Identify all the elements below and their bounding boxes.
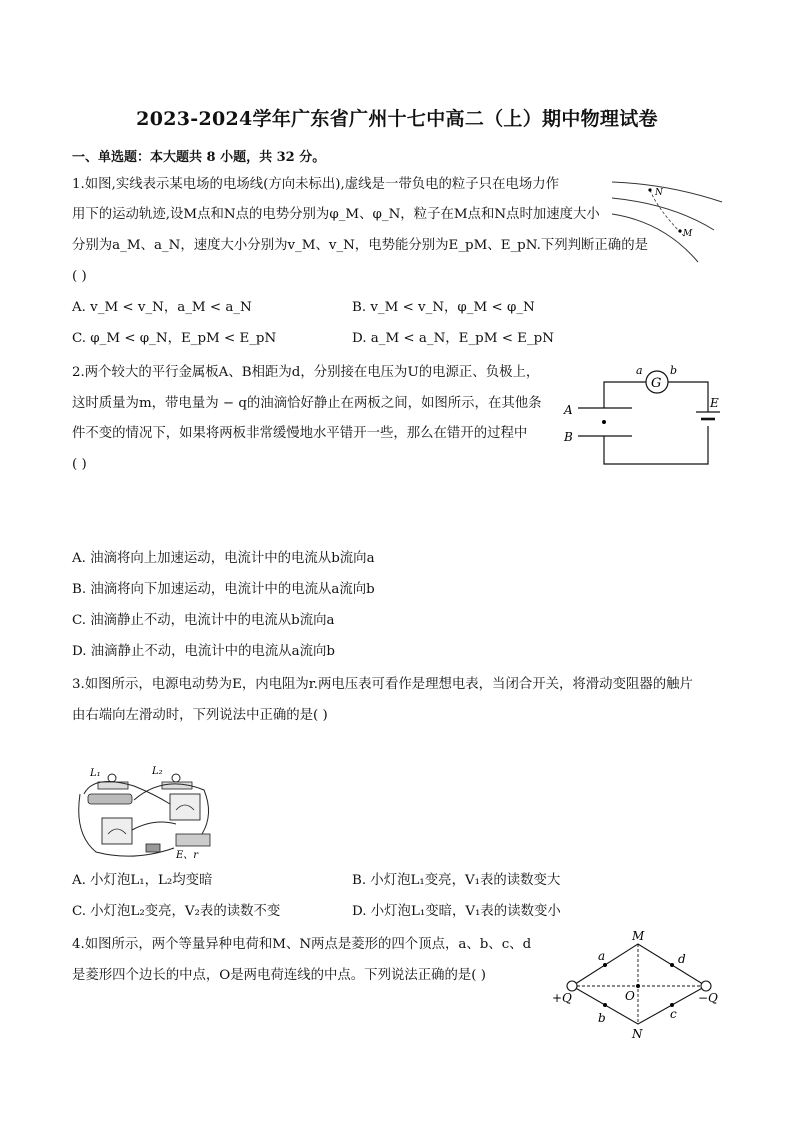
q2-line-4: ( ) <box>72 457 87 472</box>
q3-line-1: 3.如图所示，电源电动势为E，内电阻为r.两电压表可看作是理想电表，当闭合开关，将滑动变阻器的触片 <box>72 677 693 692</box>
field-line-1 <box>612 182 722 202</box>
q2-option-a[interactable]: A. 油滴将向上加速运动，电流计中的电流从b流向a <box>72 551 375 566</box>
q2-option-c[interactable]: C. 油滴静止不动，电流计中的电流从b流向a <box>72 613 335 628</box>
q1-option-a[interactable]: A. v_M < v_N，a_M < a_N <box>72 300 252 315</box>
label-er: E、r <box>176 850 199 861</box>
bulb-l1-icon <box>108 774 116 782</box>
q1-line-2: 用下的运动轨迹,设M点和N点的电势分别为φ_M、φ_N，粒子在M点和N点时加速度大小 <box>72 207 600 222</box>
label-l1: L₁ <box>90 768 101 779</box>
label-l2: L₂ <box>152 766 163 777</box>
q1-line-3: 分别为a_M、a_N，速度大小分别为v_M、v_N，电势能分别为E_pM、E_pN.下列判断正确的是 <box>72 238 648 253</box>
label-d: d <box>678 952 686 966</box>
positive-charge-icon <box>567 981 577 991</box>
negative-charge-icon <box>701 981 711 991</box>
section-heading: 一、单选题：本大题共 8 小题，共 32 分。 <box>72 150 326 165</box>
label-e: E <box>710 396 719 410</box>
label-b: b <box>598 1011 606 1025</box>
q4-line-1: 4.如图所示，两个等量异种电荷和M、N两点是菱形的四个顶点，a、b、c、d <box>72 937 532 952</box>
label-m: M <box>632 929 645 943</box>
q3-option-b[interactable]: B. 小灯泡L₁变亮，V₁表的读数变大 <box>352 873 561 888</box>
q4-rhombus-figure <box>548 930 728 1040</box>
label-o: O <box>625 989 635 1003</box>
point-b <box>603 1003 607 1007</box>
bulb-l2-icon <box>172 774 180 782</box>
q1-line-1: 1.如图,实线表示某电场的电场线(方向未标出),虚线是一带负电的粒子只在电场力作 <box>72 177 560 192</box>
q1-field-figure <box>608 176 728 266</box>
label-g: G <box>651 376 662 391</box>
point-a <box>603 963 607 967</box>
q1-option-c[interactable]: C. φ_M < φ_N，E_pM < E_pN <box>72 331 277 346</box>
label-c: c <box>670 1007 677 1021</box>
point-d <box>670 963 674 967</box>
q4-line-2: 是菱形四个边长的中点，O是两电荷连线的中点。下列说法正确的是( ) <box>72 968 487 983</box>
q2-line-3: 件不变的情况下，如果将两板非常缓慢地水平错开一些，那么在错开的过程中 <box>72 426 528 441</box>
label-b: b <box>670 364 678 377</box>
label-m: M <box>683 229 693 239</box>
q3-option-c[interactable]: C. 小灯泡L₂变亮，V₂表的读数不变 <box>72 904 281 919</box>
q1-option-b[interactable]: B. v_M < v_N，φ_M < φ_N <box>352 300 535 315</box>
label-plate-b: B <box>564 430 573 444</box>
rheostat-icon <box>88 794 132 804</box>
voltmeter-v1-icon <box>102 818 132 844</box>
label-plus-q: +Q <box>552 991 572 1005</box>
q3-circuit-photo-figure <box>74 764 224 862</box>
q3-option-a[interactable]: A. 小灯泡L₁，L₂均变暗 <box>72 873 213 888</box>
switch-icon <box>146 844 160 852</box>
label-plate-a: A <box>564 403 573 417</box>
point-n <box>648 188 651 191</box>
point-m <box>678 229 681 232</box>
field-line-2 <box>612 198 714 230</box>
label-n: N <box>632 1027 643 1041</box>
page-title: 2023-2024学年广东省广州十七中高二（上）期中物理试卷 <box>136 108 658 130</box>
point-o <box>636 984 640 988</box>
q2-line-1: 2.两个较大的平行金属板A、B相距为d，分别接在电压为U的电源正、负极上， <box>72 365 540 380</box>
label-a: a <box>636 364 643 377</box>
rhombus-outline <box>572 944 706 1024</box>
q2-circuit-figure <box>560 362 730 472</box>
voltmeter-v2-icon <box>170 794 200 820</box>
q3-option-d[interactable]: D. 小灯泡L₁变暗，V₁表的读数变小 <box>352 904 561 919</box>
q3-line-2: 由右端向左滑动时，下列说法中正确的是( ) <box>72 708 328 723</box>
label-minus-q: −Q <box>698 991 718 1005</box>
label-n: N <box>655 188 663 198</box>
oil-drop <box>602 420 606 424</box>
q2-option-b[interactable]: B. 油滴将向下加速运动，电流计中的电流从a流向b <box>72 582 375 597</box>
q2-option-d[interactable]: D. 油滴静止不动，电流计中的电流从a流向b <box>72 644 335 659</box>
q1-option-d[interactable]: D. a_M < a_N，E_pM < E_pN <box>352 331 554 346</box>
q1-line-4: ( ) <box>72 269 87 284</box>
battery-icon <box>176 834 210 846</box>
q2-line-2: 这时质量为m，带电量为 − q的油滴恰好静止在两板之间，如图所示，在其他条 <box>72 396 542 411</box>
label-a: a <box>598 949 606 963</box>
